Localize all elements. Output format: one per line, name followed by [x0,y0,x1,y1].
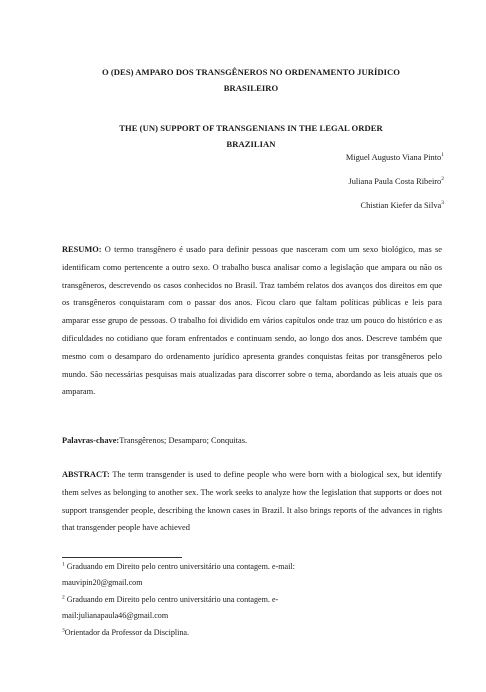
footnote-marker: 3 [62,626,65,633]
footnote-text: Graduando em Direito pelo centro universitário una contagem. e- [64,594,279,604]
footnote-line [62,592,442,608]
resumo-label: RESUMO: [62,245,102,254]
footnote-text: Orientador da Professor da Disciplina. [64,627,190,637]
title-english [60,120,442,152]
keywords-text: Transgêrenos; Desamparo; Conquitas. [119,436,248,445]
author-footnote-marker: 3 [441,200,444,207]
footnotes [62,559,442,641]
author-footnote-marker: 1 [441,152,444,159]
author-name: Miguel Augusto Viana Pinto [345,153,442,162]
author-1 [346,150,444,174]
footnote-text: Graduando em Direito pelo centro universitário una contagem. e-mail: [64,562,295,571]
footnote-line [62,559,442,575]
footnote-marker: 1 [62,561,65,568]
footnote-1 [62,559,442,592]
footnote-2 [62,592,442,625]
keywords-paragraph [62,432,442,450]
author-footnote-marker: 2 [441,176,444,183]
keywords-label: Palavras-chave: [62,436,120,445]
title-portuguese-line-1: O (DES) AMPARO DOS TRANSGÊNEROS NO ORDENAMENTO JURÍDICO [101,67,401,77]
title-english-line-2: BRAZILIAN [226,139,276,149]
resumo-paragraph [62,241,442,401]
footnote-separator [62,557,182,558]
footnote-3 [62,625,442,641]
footnote-email: mauvipin20@gmail.com [62,578,143,588]
abstract-label: ABSTRACT: [62,470,110,479]
author-2 [346,174,444,198]
footnote-marker: 2 [62,594,65,601]
author-3 [346,198,444,222]
abstract-text: The term transgender is used to define people who were born with a biological sex, but identify them selves as belonging to another sex. The work seeks to analyze how the legislation that supports or does not support transgender people, describing the known cases in Brazil. It also brings reports of the advances in rights that transgender people have achieved [62,470,442,533]
title-english-line-1: THE (UN) SUPPORT OF TRANSGENIANS IN THE LEGAL ORDER [119,123,383,133]
author-name: Chistian Kiefer da Silva [360,201,442,210]
author-name: Juliana Paula Costa Ribeiro [348,177,442,186]
abstract-paragraph [62,466,442,537]
footnote-email: mail:julianapaula46@gmail.com [62,611,169,621]
resumo-text: O termo transgênero é usado para definir pessoas que nasceram com um sexo biológico, mas se identificam como pertencente a outro sexo. O trabalho busca analisar como a legislação que ampara ou não os transgêneros, descrevendo os casos conhecidos no Brasil. Traz também relatos dos avanços dos direitos em que os transgêneros conquistaram com o passar dos anos. Ficou claro que faltam políticas públicas e leis para amparar esse grupo de pessoas. O trabalho foi dividido em vários capítulos onde traz um pouco do histórico e as dificuldades no cotidiano que foram enfrentados e continuam sendo, ao longo dos anos. Descreve também que mesmo com o desamparo do ordenamento jurídico apresenta grandes conquistas feitas por transgêneros pelo mundo. São necessárias pesquisas mais atualizadas para discorrer sobre o tema, abordando as leis atuais que os amparam. [62,245,442,397]
title-portuguese [60,64,442,96]
footnote-line [62,625,442,641]
title-portuguese-line-2: BRASILEIRO [223,83,279,93]
author-list [346,150,444,222]
